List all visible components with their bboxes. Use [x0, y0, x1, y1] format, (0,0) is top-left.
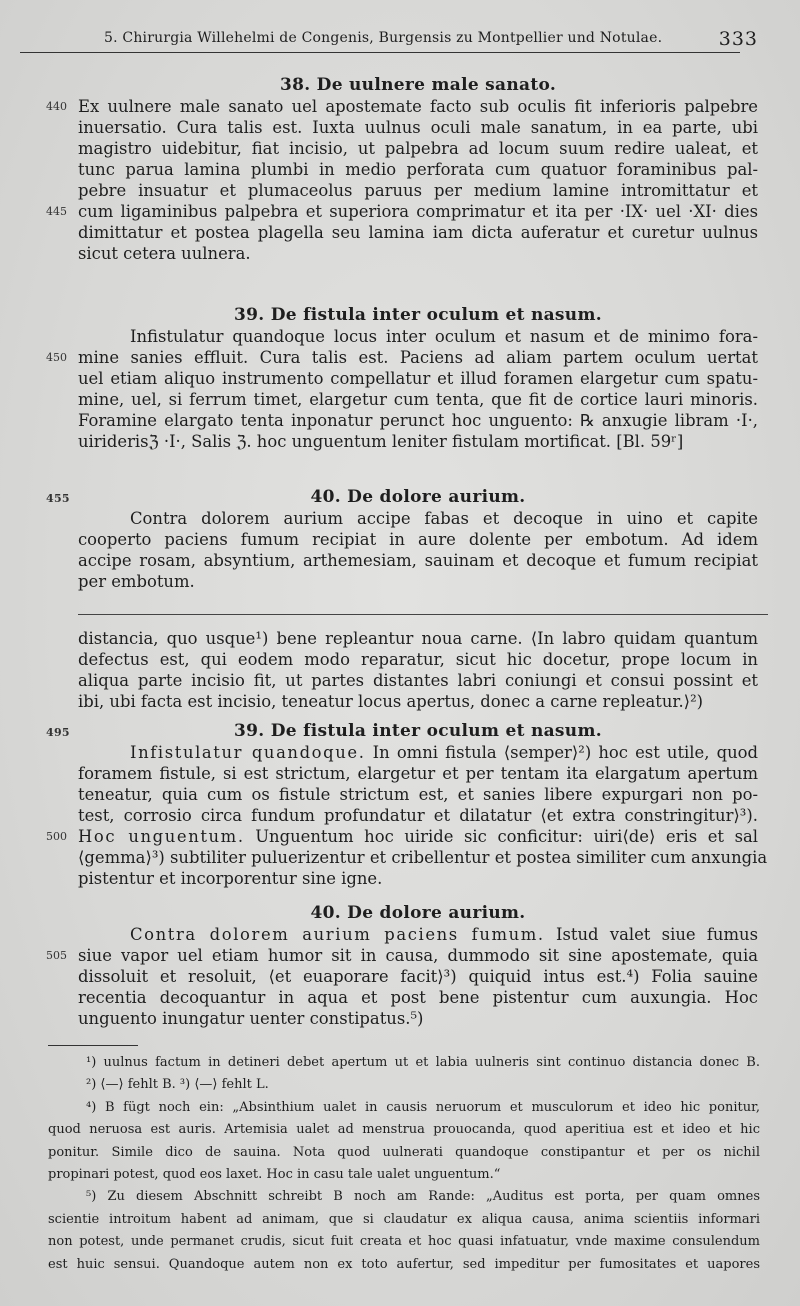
text-line: [46, 96, 758, 117]
section-40-variant: [46, 902, 758, 1029]
section-title: 40. De dolore aurium.: [310, 903, 526, 923]
line-text: recentia decoquantur in aqua et post bene pistentur cum auxungia. Hoc: [78, 988, 758, 1007]
text-separator-rule: [78, 614, 768, 615]
footnote-line: est huic sensui. Quandoque autem non ex toto aufertur, sed impeditur per fumositates et uapores: [48, 1256, 760, 1272]
line-text: teneatur, quia cum os fistule strictum est, et sanies libere expurgari non po-: [78, 785, 758, 804]
section-38: [46, 74, 758, 264]
lead-rest: Unguentum hoc uiride sic conficitur: uiri⟨de⟩ eris et sal: [255, 827, 758, 846]
text-line: [78, 670, 758, 691]
section-title-text: 39. De fistula inter oculum et nasum.: [234, 721, 602, 741]
text-line: [78, 966, 758, 987]
text-line: [78, 389, 758, 410]
line-text: Ex uulnere male sanato uel apostemate facto sub oculis fit inferioris palpebre: [78, 97, 758, 116]
text-line: [78, 326, 758, 347]
running-head: 5. Chirurgia Willehelmi de Congenis, Burgensis zu Montpellier und Notulae.: [104, 30, 663, 46]
text-line: [78, 628, 758, 649]
line-text: accipe rosam, absyntium, arthemesiam, sauinam et decoque et fumum recipiat: [78, 551, 758, 570]
line-number: 450: [46, 351, 67, 364]
text-line: [78, 868, 758, 889]
text-line: [78, 243, 758, 264]
text-line: [78, 649, 758, 670]
text-line: [78, 847, 768, 868]
text-line: [78, 691, 758, 712]
lead-rest: Istud valet siue fumus: [556, 925, 758, 944]
text-line: [78, 571, 758, 592]
text-line: [46, 826, 758, 847]
text-line: [78, 138, 758, 159]
lead-phrase: Infistulatur quandoque.: [130, 743, 366, 762]
text-line: [78, 763, 758, 784]
line-text: uiriderisℨ ·I·, Salis ℨ. hoc unguentum leniter fistulam mortificat. [Bl. 59ʳ]: [78, 432, 684, 451]
footnote-line: ponitur. Simile dico de sauina. Nota quod uulnerati quandoque constipantur et per os nichil: [48, 1144, 760, 1160]
line-text: ⟨gemma⟩³) subtiliter puluerizentur et cribellentur et postea similiter cum anxungia: [78, 848, 768, 867]
text-line: [78, 508, 758, 529]
line-number: 495: [46, 726, 70, 739]
section-title-text: 40. De dolore aurium.: [310, 487, 526, 507]
line-text: foramem fistule, si est strictum, elargetur et per tentam ita elargatum apertum: [78, 764, 758, 783]
footnote-line: ¹) uulnus factum in detineri debet apertum ut et labia uulneris sint continuo distancia donec B.: [86, 1055, 760, 1070]
section-title: [46, 720, 758, 742]
section-39-variant: [46, 720, 768, 889]
section-40: [46, 486, 758, 592]
line-text: unguento inungatur uenter constipatus.⁵): [78, 1009, 424, 1028]
line-text: tunc parua lamina plumbi in medio perforata cum quatuor foraminibus pal-: [78, 160, 758, 179]
line-text: per embotum.: [78, 572, 195, 591]
line-text: pebre insuatur et plumaceolus paruus per medium lamine intromittatur et: [78, 181, 758, 200]
lead-phrase: Hoc unguentum.: [78, 827, 245, 846]
page-number: 333: [718, 28, 758, 50]
text-line: [78, 368, 758, 389]
line-number: 445: [46, 205, 67, 218]
footnote-line: ⁴) B fügt noch ein: „Absinthium ualet in causis neruorum et musculorum et ideo hic ponitur,: [86, 1099, 760, 1115]
text-line: [78, 529, 758, 550]
line-text: magistro uidebitur, fiat incisio, ut palpebra ad locum suum redire ualeat, et: [78, 139, 758, 158]
line-text: test, corrosio circa fundum profundatur et dilatatur ⟨et extra constringitur⟩³).: [78, 806, 758, 825]
line-text: inuersatio. Cura talis est. Iuxta uulnus oculi male sanatum, in ea parte, ubi: [78, 118, 758, 137]
footnote-line: scientie introitum habent ad animam, que si claudatur ex aliqua causa, anima scientiis informari: [48, 1211, 760, 1227]
text-line: [78, 1008, 758, 1029]
text-line: [78, 550, 758, 571]
text-line: [46, 347, 758, 368]
footnote-line: non potest, unde permanet crudis, sicut fuit creata et hoc quasi infatuatur, vnde maxime consulendum: [48, 1234, 760, 1250]
line-text: aliqua parte incisio fit, ut partes distantes labri coniungi et consui possint et: [78, 671, 758, 690]
line-text: dimittatur et postea plagella seu lamina iam dicta auferatur et curetur uulnus: [78, 223, 758, 242]
text-line: [78, 431, 758, 452]
line-text: distancia, quo usque¹) bene repleantur noua carne. ⟨In labro quidam quantum: [78, 629, 758, 648]
text-line: [78, 159, 758, 180]
footnote-line: quod neruosa est auris. Artemisia ualet ad menstrua prouocanda, quod aperitiua est et ideo et hic: [48, 1122, 760, 1138]
footnote-line: propinari potest, quod eos laxet. Hoc in casu tale ualet unguentum.“: [48, 1166, 501, 1182]
text-line: [78, 987, 758, 1008]
line-number: 505: [46, 949, 67, 962]
footnotes: [48, 1052, 760, 1276]
continued-text: [78, 628, 758, 712]
line-text: dissoluit et resoluit, ⟨et euaporare facit⟩³) quiquid intus est.⁴) Folia sauine: [78, 967, 758, 986]
line-text: Infistulatur quandoque locus inter oculum et nasum et de minimo fora-: [130, 327, 758, 346]
footnote-line: ⁵) Zu diesem Abschnitt schreibt B noch am Rande: „Auditus est porta, per quam omnes: [86, 1189, 760, 1205]
text-line: [78, 924, 758, 945]
section-39: [46, 304, 758, 452]
line-text: mine, uel, si ferrum timet, elargetur cum tenta, que fit de cortice lauri minoris.: [78, 390, 758, 409]
line-number: 500: [46, 830, 67, 843]
text-line: [46, 201, 758, 222]
line-number: 440: [46, 100, 67, 113]
line-text: ibi, ubi facta est incisio, teneatur locus apertus, donec a carne repleatur.⟩²): [78, 692, 704, 711]
lead-rest: In omni fistula ⟨semper⟩²) hoc est utile, quod: [372, 743, 758, 762]
line-number: 455: [46, 492, 70, 505]
line-text: uel etiam aliquo instrumento compellatur et illud foramen elargetur cum spatu-: [78, 369, 758, 388]
line-text: cum ligaminibus palpebra et superiora comprimatur et ita per ·IX· uel ·XI· dies: [78, 202, 758, 221]
section-title: 38. De uulnere male sanato.: [279, 75, 557, 95]
section-title: 39. De fistula inter oculum et nasum.: [234, 305, 602, 325]
text-line: [78, 805, 758, 826]
header-rule: [20, 52, 740, 53]
line-text: Contra dolorem aurium accipe fabas et decoque in uino et capite: [130, 509, 758, 528]
text-line: [78, 117, 758, 138]
text-line: [46, 945, 758, 966]
lead-phrase: Contra dolorem aurium paciens fumum.: [130, 925, 545, 944]
line-text: mine sanies effluit. Cura talis est. Paciens ad aliam partem oculum uertat: [78, 348, 758, 367]
text-line: [78, 222, 758, 243]
text-line: [78, 180, 758, 201]
text-line: [78, 410, 758, 431]
text-line: [78, 742, 758, 763]
section-title: [46, 486, 758, 508]
text-line: [78, 784, 758, 805]
line-text: sicut cetera uulnera.: [78, 244, 251, 263]
footnote-rule: [48, 1045, 138, 1046]
line-text: defectus est, qui eodem modo reparatur, sicut hic docetur, prope locum in: [78, 650, 758, 669]
footnote-line: ²) ⟨—⟩ fehlt B. ³) ⟨—⟩ fehlt L.: [86, 1077, 269, 1093]
line-text: Foramine elargato tenta inponatur perunct hoc unguento: ℞ anxugie libram ·I·,: [78, 411, 758, 430]
line-text: pistentur et incorporentur sine igne.: [78, 869, 383, 888]
line-text: cooperto paciens fumum recipiat in aure dolente per embotum. Ad idem: [78, 530, 758, 549]
line-text: siue vapor uel etiam humor sit in causa, dummodo sit sine apostemate, quia: [78, 946, 758, 965]
